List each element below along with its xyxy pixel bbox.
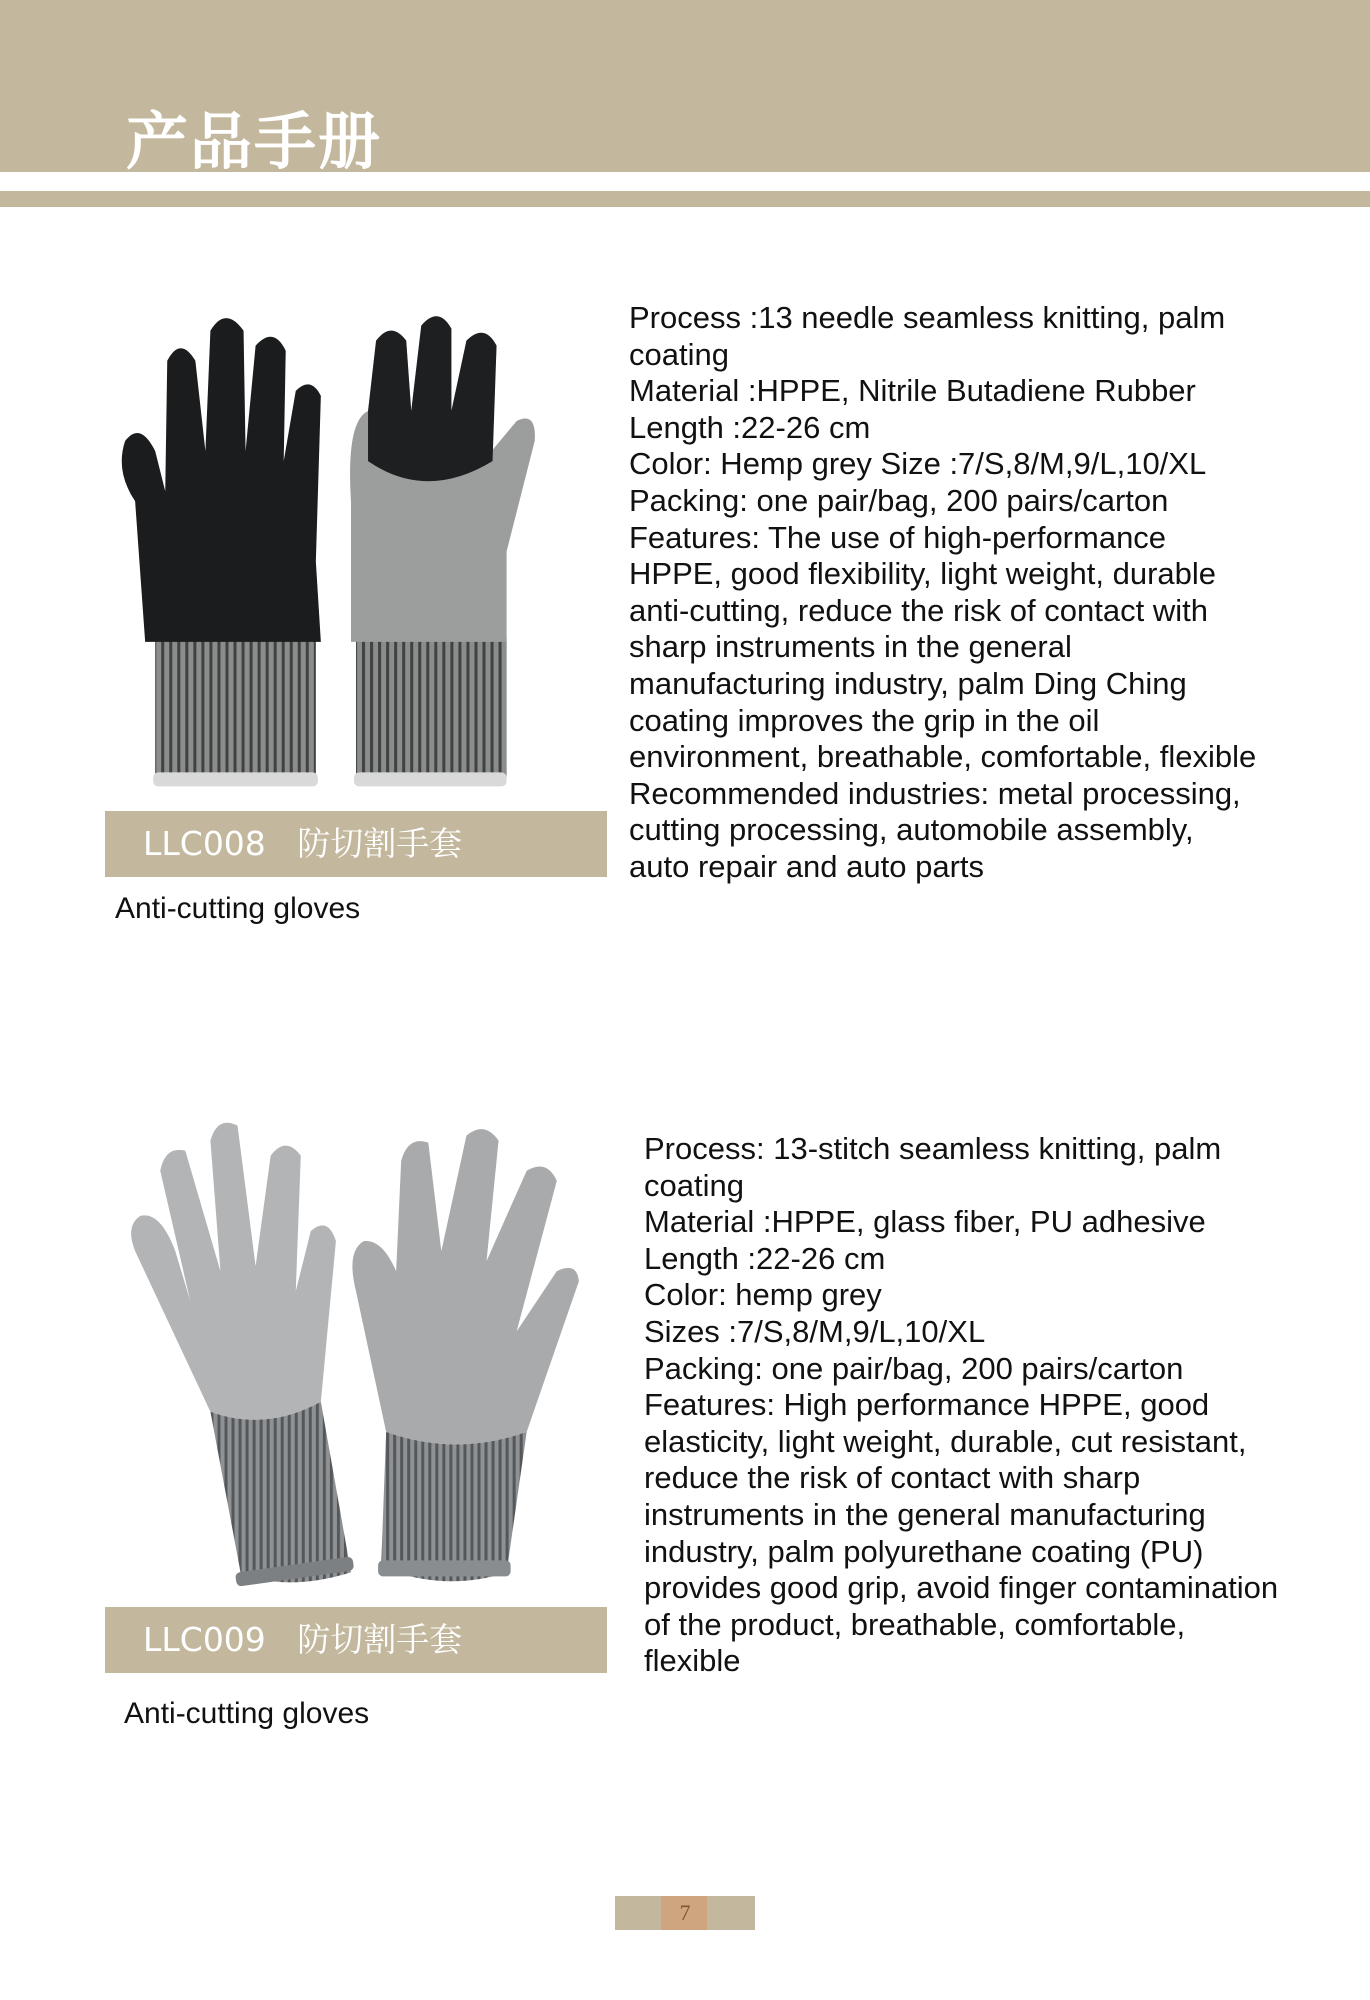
description-line: Material :HPPE, Nitrile Butadiene Rubber	[629, 373, 1196, 409]
glove-pair-black-palm-icon	[105, 300, 607, 803]
description-line: reduce the risk of contact with sharp	[644, 1460, 1141, 1496]
product-1-caption: Anti-cutting gloves	[115, 892, 361, 925]
description-line: Process :13 needle seamless knitting, palm	[629, 300, 1226, 335]
header-divider-stripe	[0, 191, 1370, 207]
product-2-code-label: LLC009 防切割手套	[143, 1620, 463, 1659]
description-line: Color: hemp grey	[644, 1277, 882, 1313]
product-1-image	[105, 300, 607, 803]
description-line: flexible	[644, 1643, 741, 1679]
description-line: Process: 13-stitch seamless knitting, palm	[644, 1131, 1222, 1166]
description-line: Length :22-26 cm	[644, 1240, 886, 1276]
description-line: coating	[629, 336, 729, 372]
description-line: Recommended industries: metal processing,	[629, 775, 1241, 811]
product-2-description	[644, 1131, 1278, 1680]
description-line: instruments in the general manufacturing	[644, 1496, 1206, 1532]
description-line: coating improves the grip in the oil	[629, 702, 1100, 738]
description-line: environment, breathable, comfortable, flexible	[629, 739, 1257, 775]
glove-pair-grey-pu-icon	[105, 1100, 607, 1603]
description-line: sharp instruments in the general	[629, 629, 1072, 665]
description-line: anti-cutting, reduce the risk of contact with	[629, 592, 1208, 628]
product-2-code-bar	[105, 1607, 607, 1673]
page-number-box	[615, 1896, 755, 1930]
description-line: Packing: one pair/bag, 200 pairs/carton	[644, 1350, 1184, 1386]
description-line: Color: Hemp grey Size :7/S,8/M,9/L,10/XL	[629, 446, 1207, 482]
product-2-image	[105, 1100, 607, 1603]
product-1-code-bar	[105, 811, 607, 877]
product-1-description	[629, 300, 1256, 886]
description-line: manufacturing industry, palm Ding Ching	[629, 665, 1187, 701]
description-line: Features: The use of high-performance	[629, 519, 1167, 555]
description-line: Sizes :7/S,8/M,9/L,10/XL	[644, 1313, 986, 1349]
description-line: HPPE, good flexibility, light weight, durable	[629, 556, 1217, 592]
description-line: Length :22-26 cm	[629, 409, 871, 445]
description-line: cutting processing, automobile assembly,	[629, 812, 1194, 848]
description-line: Material :HPPE, glass fiber, PU adhesive	[644, 1204, 1206, 1240]
description-line: of the product, breathable, comfortable,	[644, 1606, 1186, 1642]
page-number: 7	[679, 1900, 691, 1925]
description-line: industry, palm polyurethane coating (PU)	[644, 1533, 1204, 1569]
description-line: Features: High performance HPPE, good	[644, 1387, 1210, 1423]
header-band	[0, 0, 1370, 178]
description-line: elasticity, light weight, durable, cut resistant,	[644, 1423, 1247, 1459]
product-2-caption: Anti-cutting gloves	[124, 1697, 370, 1730]
description-line: auto repair and auto parts	[629, 848, 985, 884]
description-line: provides good grip, avoid finger contamination	[644, 1570, 1279, 1606]
product-1-code-label: LLC008 防切割手套	[143, 824, 463, 863]
description-line: Packing: one pair/bag, 200 pairs/carton	[629, 482, 1169, 518]
description-line: coating	[644, 1167, 744, 1203]
page-title: 产品手册	[126, 105, 383, 178]
